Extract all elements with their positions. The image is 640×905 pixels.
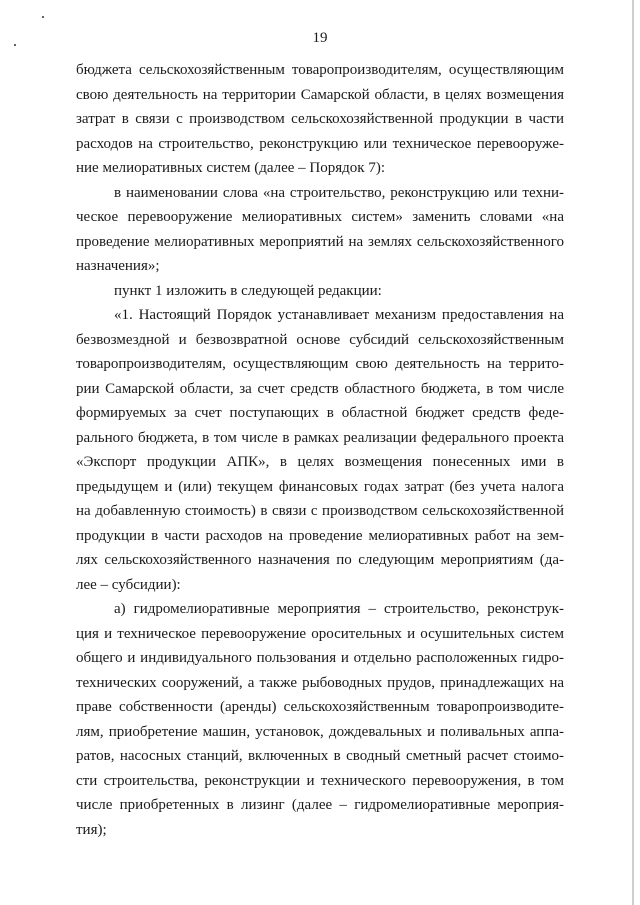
text-line: продукции в части расходов на проведение мелиоративных работ на зем-: [76, 527, 564, 544]
text-line: ция и техническое перевооружение оросительных и осушительных систем: [76, 625, 564, 642]
text-line: бюджета сельскохозяйственным товаропроизводителям, осуществляющим: [76, 62, 564, 78]
text-line: лях сельскохозяйственного назначения по следующим мероприятиям (да-: [76, 552, 564, 568]
page-number: 19: [312, 30, 328, 46]
text-line: формируемых за счет поступающих в областной бюджет средств феде-: [76, 405, 564, 421]
text-line: лее – субсидии):: [76, 576, 181, 593]
text-line: технических сооружений, а также рыбоводных прудов, принадлежащих на: [76, 674, 564, 691]
text-line: товаропроизводителям, осуществляющим свою деятельность на террито-: [76, 356, 564, 372]
text-line: тия);: [76, 821, 107, 838]
document-body: [76, 58, 564, 842]
text-line: проведение мелиоративных мероприятий на землях сельскохозяйственного: [76, 233, 564, 250]
text-line: числе приобретенных в лизинг (далее – гидромелиоративные мероприя-: [76, 797, 564, 813]
text-line: общего и индивидуального пользования и отдельно расположенных гидро-: [76, 650, 564, 666]
text-line: праве собственности (аренды) сельскохозяйственным товаропроизводите-: [76, 699, 564, 715]
text-line: в наименовании слова «на строительство, реконструкцию или техни-: [114, 184, 564, 201]
text-line: рии Самарской области, за счет средств областного бюджета, в том числе: [76, 380, 564, 397]
text-line: предыдущем и (или) текущем финансовых годах затрат (без учета налога: [76, 478, 564, 495]
text-line: лям, приобретение машин, установок, дождевальных и поливальных аппа-: [76, 723, 564, 740]
text-line: рального бюджета, в том числе в рамках реализации федерального проекта: [76, 429, 564, 446]
text-line: на добавленную стоимость) в связи с производством сельскохозяйственной: [76, 503, 564, 519]
text-line: затрат в связи с производством сельскохозяйственной продукции в части: [76, 111, 564, 127]
text-line: свою деятельность на территории Самарской области, в целях возмещения: [76, 86, 564, 103]
text-line: а) гидромелиоративные мероприятия – строительство, реконструк-: [114, 601, 564, 617]
text-line: «Экспорт продукции АПК», в целях возмещения понесенных ими в: [76, 454, 564, 470]
text-line: сти строительства, реконструкции и технического перевооружения, в том: [76, 772, 564, 789]
text-line: ратов, насосных станций, включенных в сводный сметный расчет стоимо-: [76, 748, 564, 764]
text-line: пункт 1 изложить в следующей редакции:: [114, 282, 382, 299]
text-line: ческое перевооружение мелиоративных систем» заменить словами «на: [76, 209, 564, 225]
text-line: безвозмездной и безвозвратной основе субсидий сельскохозяйственным: [76, 331, 564, 348]
text-line: назначения»;: [76, 258, 160, 274]
scan-edge: [632, 0, 634, 905]
scan-speck: [42, 16, 44, 18]
text-line: ние мелиоративных систем (далее – Порядок 7):: [76, 160, 385, 176]
text-line: «1. Настоящий Порядок устанавливает механизм предоставления на: [114, 307, 564, 323]
text-line: расходов на строительство, реконструкцию или техническое перевооруже-: [76, 135, 564, 152]
